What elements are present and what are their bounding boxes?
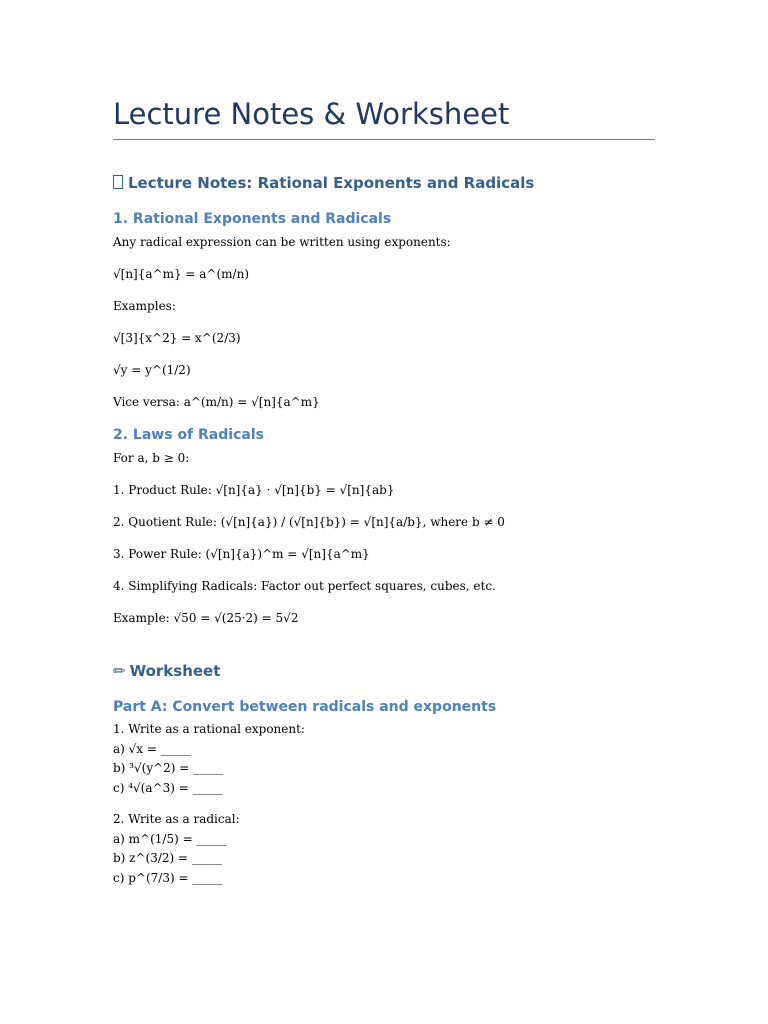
- question-1a: a) √x = _____: [113, 741, 191, 756]
- worksheet-heading-text: Worksheet: [129, 662, 221, 680]
- question-2a: a) m^(1/5) = _____: [113, 831, 227, 846]
- question-2c: c) p^(7/3) = _____: [113, 870, 223, 885]
- title-divider: [113, 139, 655, 140]
- pencil-icon: ✏: [113, 662, 126, 680]
- document-title: Lecture Notes & Worksheet: [113, 97, 510, 131]
- section-2-heading: 2. Laws of Radicals: [113, 427, 264, 443]
- example-2: √y = y^(1/2): [113, 363, 191, 377]
- notebook-icon: [113, 175, 123, 189]
- worksheet-heading: [113, 661, 220, 681]
- section-2-condition: For a, b ≥ 0:: [113, 451, 190, 465]
- section-1-formula: √[n]{a^m} = a^(m/n): [113, 267, 250, 281]
- question-2-prompt: 2. Write as a radical:: [113, 812, 240, 826]
- question-1-prompt: 1. Write as a rational exponent:: [113, 722, 305, 736]
- simplifying-example: Example: √50 = √(25·2) = 5√2: [113, 611, 299, 625]
- simplifying-radicals-rule: 4. Simplifying Radicals: Factor out perfect squares, cubes, etc.: [113, 579, 496, 593]
- power-rule: 3. Power Rule: (√[n]{a})^m = √[n]{a^m}: [113, 547, 370, 561]
- question-1b: b) ³√(y^2) = _____: [113, 761, 224, 775]
- product-rule: 1. Product Rule: √[n]{a} · √[n]{b} = √[n]{ab}: [113, 483, 395, 497]
- question-2b: b) z^(3/2) = _____: [113, 851, 222, 865]
- question-2-block: [113, 810, 240, 888]
- quotient-rule: 2. Quotient Rule: (√[n]{a}) / (√[n]{b}) = √[n]{a/b}, where b ≠ 0: [113, 515, 505, 529]
- section-1-intro: Any radical expression can be written using exponents:: [113, 235, 451, 249]
- lecture-notes-heading: [113, 173, 534, 193]
- question-1-block: [113, 720, 305, 798]
- section-1-heading: 1. Rational Exponents and Radicals: [113, 211, 392, 227]
- part-a-heading: Part A: Convert between radicals and exponents: [113, 699, 497, 715]
- lecture-notes-heading-text: Lecture Notes: Rational Exponents and Radicals: [128, 174, 535, 192]
- vice-versa: Vice versa: a^(m/n) = √[n]{a^m}: [113, 395, 320, 409]
- question-1c: c) ⁴√(a^3) = _____: [113, 780, 223, 795]
- examples-label: Examples:: [113, 299, 176, 313]
- example-1: √[3]{x^2} = x^(2/3): [113, 331, 241, 345]
